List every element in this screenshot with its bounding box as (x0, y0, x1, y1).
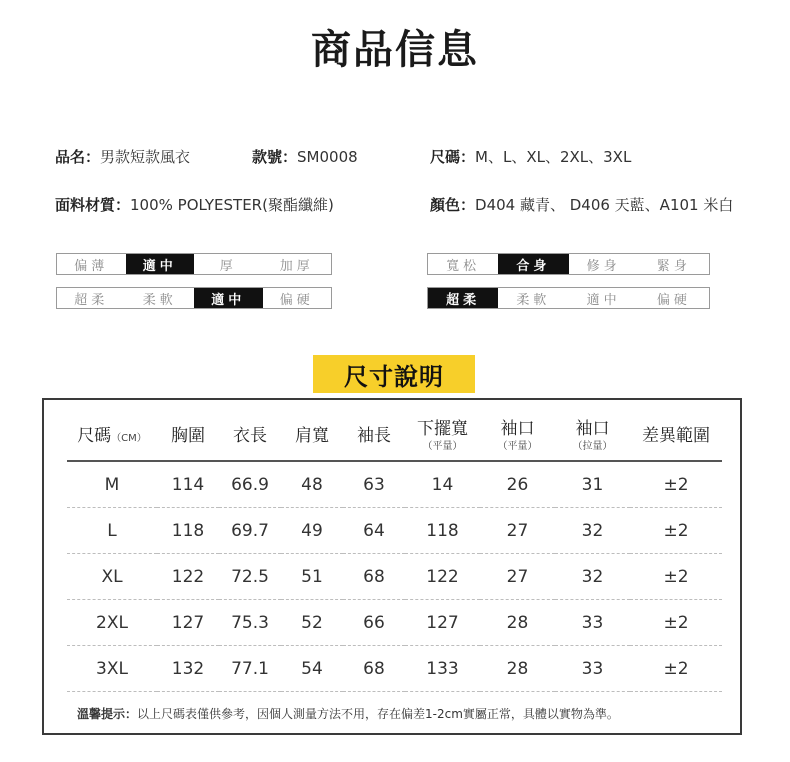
table-cell: 68 (343, 646, 405, 692)
table-cell: ±2 (630, 600, 722, 646)
table-row (67, 461, 722, 508)
table-row (67, 646, 722, 692)
softness-scale (56, 287, 332, 309)
product-sizes (430, 146, 631, 167)
size-table (67, 412, 722, 692)
table-cell: 54 (281, 646, 343, 692)
size-chart-frame (42, 398, 742, 735)
elasticity-option: 柔軟 (516, 292, 551, 308)
table-cell: 32 (555, 508, 630, 554)
table-row (67, 508, 722, 554)
table-cell: 66 (343, 600, 405, 646)
size-note (77, 705, 619, 722)
table-cell: 75.3 (219, 600, 281, 646)
table-cell: 118 (157, 508, 219, 554)
product-fabric-label: 面料材質： (55, 196, 131, 214)
product-code-label: 款號： (252, 148, 298, 166)
product-name-value: 男款短款風衣 (100, 148, 191, 166)
column-header-sub: （平量） (497, 440, 538, 452)
elasticity-scale (427, 287, 710, 309)
thickness-option: 適中 (126, 254, 195, 274)
elasticity-option: 超柔 (428, 288, 498, 308)
column-header: 肩寬 (281, 412, 343, 461)
table-cell: 3XL (67, 646, 157, 692)
table-cell: 51 (281, 554, 343, 600)
fit-scale (427, 253, 710, 275)
table-header-row (67, 412, 722, 461)
product-sizes-value: M、L、XL、2XL、3XL (475, 148, 632, 166)
table-cell: 64 (343, 508, 405, 554)
table-cell: 122 (157, 554, 219, 600)
column-header: 胸圍 (157, 412, 219, 461)
table-cell: 127 (157, 600, 219, 646)
column-header: 袖長 (343, 412, 405, 461)
product-sizes-label: 尺碼： (430, 148, 476, 166)
table-cell: 127 (405, 600, 480, 646)
product-name-label: 品名： (55, 148, 101, 166)
table-cell: 28 (480, 646, 555, 692)
product-name (55, 146, 190, 167)
table-cell: 48 (281, 461, 343, 508)
fit-option: 緊身 (656, 258, 691, 274)
table-cell: 28 (480, 600, 555, 646)
fit-option: 合身 (498, 254, 568, 274)
table-cell: M (67, 461, 157, 508)
table-cell: 27 (480, 508, 555, 554)
table-row (67, 600, 722, 646)
table-cell: 66.9 (219, 461, 281, 508)
size-chart-banner: 尺寸說明 (313, 355, 475, 393)
table-row (67, 554, 722, 600)
table-cell: 122 (405, 554, 480, 600)
table-cell: 14 (405, 461, 480, 508)
softness-option: 柔軟 (142, 292, 177, 308)
table-cell: 2XL (67, 600, 157, 646)
product-colors-value: D404 藏青、 D406 天藍、A101 米白 (475, 196, 734, 214)
column-header-unit: （CM） (111, 432, 147, 444)
table-cell: 49 (281, 508, 343, 554)
column-header-label: 尺碼 (77, 425, 112, 446)
softness-option: 超柔 (74, 292, 109, 308)
table-cell: 33 (555, 600, 630, 646)
table-cell: 68 (343, 554, 405, 600)
table-cell: 114 (157, 461, 219, 508)
column-header-sub: （拉量） (572, 440, 613, 452)
table-cell: 31 (555, 461, 630, 508)
table-cell: 77.1 (219, 646, 281, 692)
elasticity-option: 偏硬 (656, 292, 691, 308)
table-cell: ±2 (630, 646, 722, 692)
table-cell: XL (67, 554, 157, 600)
table-cell: 32 (555, 554, 630, 600)
table-cell: 26 (480, 461, 555, 508)
table-cell: 72.5 (219, 554, 281, 600)
column-header-label: 下擺寬 (417, 419, 468, 440)
size-note-text: 以上尺碼表僅供參考，因個人測量方法不用，存在偏差1-2cm實屬正常，具體以實物為準。 (137, 707, 619, 721)
table-cell: 133 (405, 646, 480, 692)
thickness-option: 加厚 (279, 258, 314, 274)
fit-option: 寬松 (446, 258, 481, 274)
column-header: 差異範圍 (630, 412, 722, 461)
table-cell: 27 (480, 554, 555, 600)
table-cell: L (67, 508, 157, 554)
table-cell: 33 (555, 646, 630, 692)
product-colors-label: 顏色： (430, 196, 476, 214)
size-note-label: 溫馨提示： (77, 707, 138, 721)
product-code (252, 146, 358, 167)
product-code-value: SM0008 (297, 148, 358, 166)
table-cell: 63 (343, 461, 405, 508)
column-header-label: 袖口 (500, 419, 535, 440)
table-cell: 132 (157, 646, 219, 692)
table-cell: ±2 (630, 461, 722, 508)
column-header (405, 412, 480, 461)
table-cell: ±2 (630, 508, 722, 554)
table-cell: 52 (281, 600, 343, 646)
product-colors (430, 194, 733, 215)
table-cell: ±2 (630, 554, 722, 600)
column-header (67, 412, 157, 461)
fit-option: 修身 (586, 258, 621, 274)
thickness-option: 厚 (219, 258, 237, 274)
column-header: 衣長 (219, 412, 281, 461)
table-cell: 118 (405, 508, 480, 554)
column-header-sub: （平量） (422, 440, 463, 452)
softness-option: 偏硬 (279, 292, 314, 308)
page-title: 商品信息 (311, 27, 479, 73)
column-header-label: 袖口 (575, 419, 610, 440)
thickness-scale (56, 253, 332, 275)
column-header (555, 412, 630, 461)
softness-option: 適中 (194, 288, 263, 308)
column-header (480, 412, 555, 461)
thickness-option: 偏薄 (74, 258, 109, 274)
table-cell: 69.7 (219, 508, 281, 554)
elasticity-option: 適中 (586, 292, 621, 308)
product-fabric-value: 100% POLYESTER(聚酯纖維) (130, 196, 334, 214)
product-fabric (55, 194, 334, 215)
